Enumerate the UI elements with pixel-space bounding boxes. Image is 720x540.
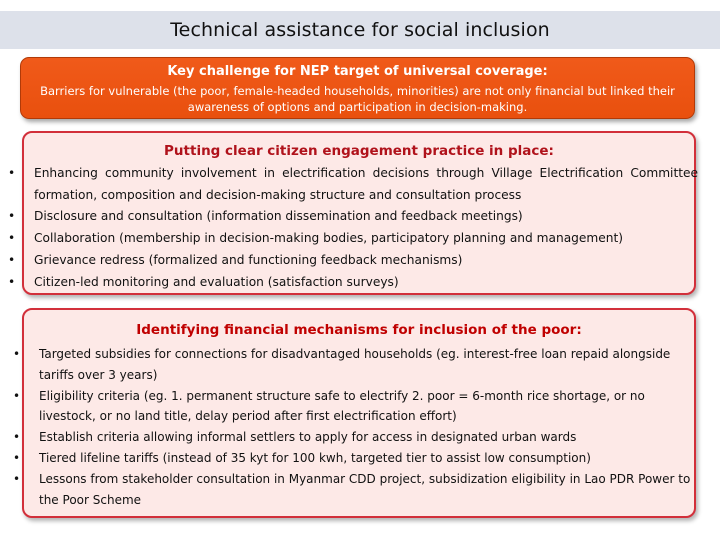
list-item-text: Establish criteria allowing informal settlers to apply for access in designated urban wards: [39, 430, 577, 445]
bullet-icon: •: [8, 252, 16, 267]
bullet-icon: •: [13, 450, 21, 465]
list-item: [8, 250, 698, 272]
list-item: [8, 163, 698, 206]
financial-mechanisms-list: [13, 344, 693, 510]
list-item: [13, 427, 693, 448]
list-item-text: Tiered lifeline tariffs (instead of 35 kyt for 100 kwh, targeted tier to assist low consumption): [39, 450, 591, 465]
page-title: Technical assistance for social inclusion: [170, 19, 550, 41]
list-item-text: Lessons from stakeholder consultation in Myanmar CDD project, subsidization eligibility in Lao PDR Power to the Poor Scheme: [39, 471, 691, 507]
financial-mechanisms-panel: [13, 308, 696, 518]
list-item-text: Collaboration (membership in decision-making bodies, participatory planning and management): [34, 231, 624, 246]
list-item: [8, 206, 698, 228]
citizen-engagement-panel: [8, 131, 698, 295]
bullet-icon: •: [8, 231, 16, 246]
list-item: [8, 272, 698, 294]
list-item: [13, 469, 693, 511]
bullet-icon: •: [13, 388, 21, 403]
bullet-icon: •: [13, 430, 21, 445]
title-bar: [0, 11, 720, 49]
key-challenge-heading: Key challenge for NEP target of universal coverage:: [167, 64, 548, 79]
list-item-text: Enhancing community involvement in electrification decisions through Village Electrification Committee formation, composition and decision-making structure and consultation process: [34, 166, 698, 202]
key-challenge-box: [20, 57, 695, 119]
bullet-icon: •: [8, 166, 16, 180]
bullet-icon: •: [8, 274, 16, 289]
bullet-icon: •: [13, 347, 21, 361]
list-item-text: Citizen-led monitoring and evaluation (satisfaction surveys): [34, 274, 399, 289]
key-challenge-text: Barriers for vulnerable (the poor, female-headed households, minorities) are not only financial but linked their awareness of options and participation in decision-making.: [40, 84, 675, 114]
bullet-icon: •: [13, 471, 21, 486]
list-item: [13, 448, 693, 469]
list-item: [8, 228, 698, 250]
list-item-text: Targeted subsidies for connections for disadvantaged households (eg. interest-free loan repaid alongside tariffs over 3 years): [39, 347, 671, 382]
list-item-text: Grievance redress (formalized and functioning feedback mechanisms): [34, 252, 463, 267]
list-item-text: Eligibility criteria (eg. 1. permanent structure safe to electrify 2. poor = 6-month rice shortage, or no livestock, or no land title, delay period after first electrification effort): [39, 388, 645, 424]
list-item: [13, 344, 693, 386]
bullet-icon: •: [8, 209, 16, 224]
list-item-text: Disclosure and consultation (information dissemination and feedback meetings): [34, 209, 523, 224]
citizen-engagement-heading: Putting clear citizen engagement practice in place:: [164, 143, 554, 159]
list-item: [13, 386, 693, 428]
citizen-engagement-list: [8, 163, 698, 293]
financial-mechanisms-heading: Identifying financial mechanisms for inclusion of the poor:: [136, 322, 582, 338]
